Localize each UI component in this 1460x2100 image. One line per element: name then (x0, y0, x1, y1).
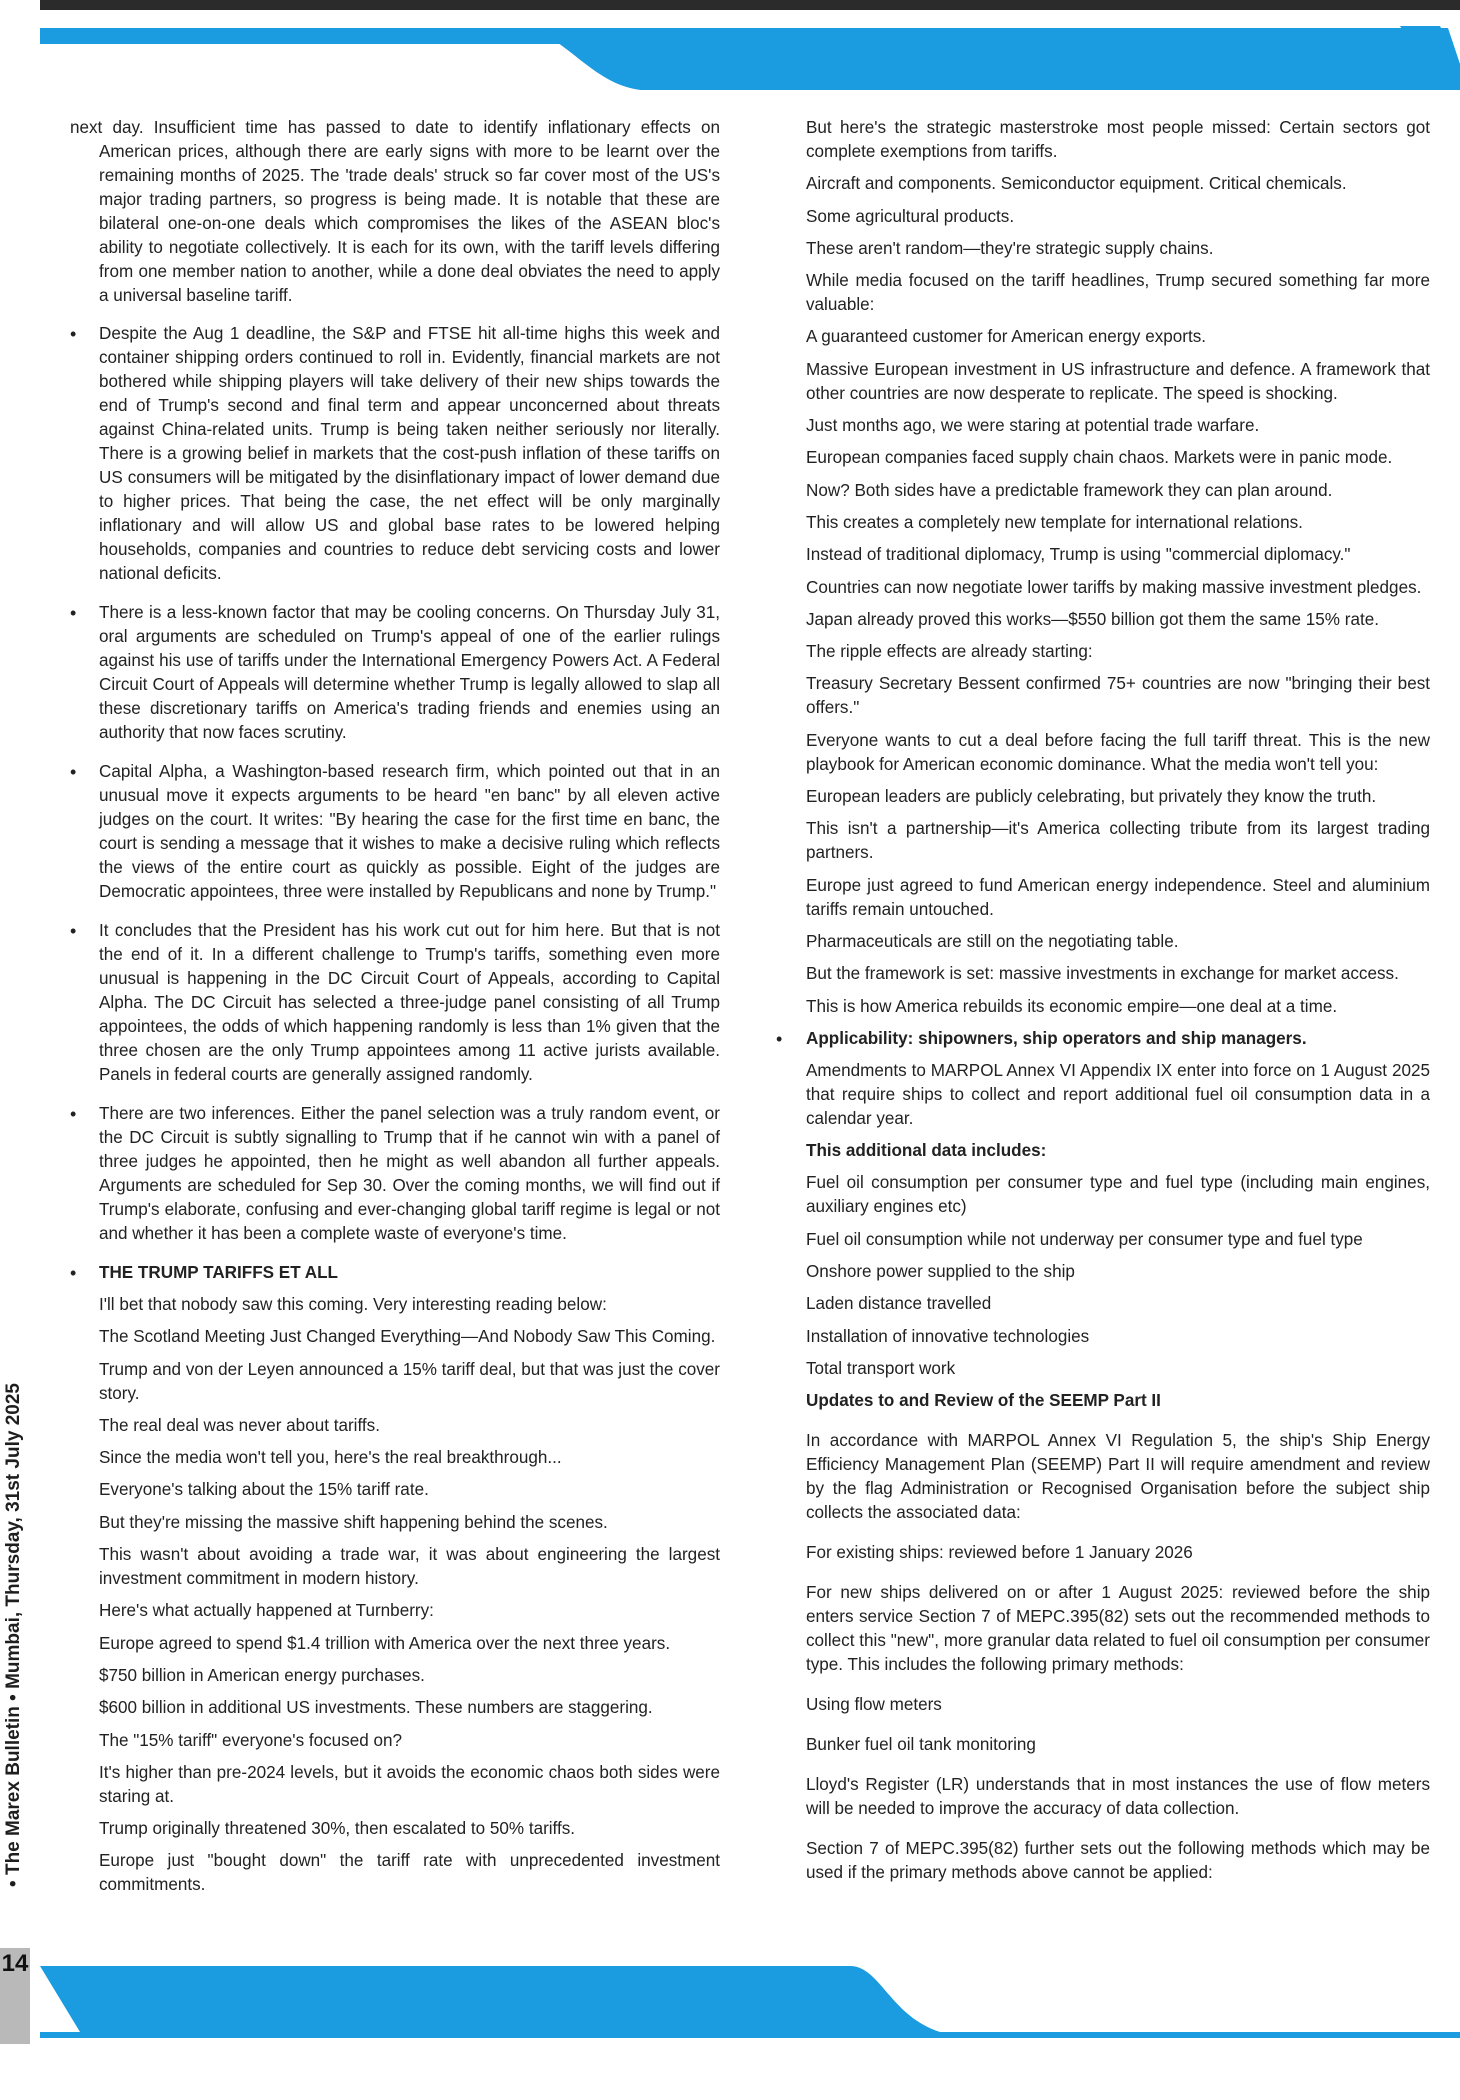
paragraph: I'll bet that nobody saw this coming. Very interesting reading below: (99, 1295, 607, 1314)
publication-line: • The Marex Bulletin • Mumbai, Thursday, 31st July 2025 (3, 1383, 24, 1887)
data-item: Fuel oil consumption while not underway per consumer type and fuel type (806, 1229, 1363, 1249)
paragraph: The "15% tariff" everyone's focused on? (99, 1730, 403, 1750)
paragraph: $600 billion in additional US investments. These numbers are staggering. (99, 1698, 653, 1718)
paragraph: Trump and von der Leyen announced a 15% tariff deal, but that was just the cover story. (99, 1359, 720, 1403)
paragraph: Japan already proved this works—$550 billion got them the same 15% rate. (806, 609, 1379, 629)
paragraph: These aren't random—they're strategic supply chains. (806, 238, 1214, 258)
bullet-item: • Despite the Aug 1 deadline, the S&P and FTSE hit all-time highs this week and container shipping orders continued to roll in. Evidently, financial markets are not bothered while shipping players will take delivery of their new ships towards the end of Trump's second and final term and appear unconcerned about threats against China-related units. Trump is being taken neither seriously nor literally. There is a growing belief in markets that the cost-push inflation of these tariffs on US consumers will be mitigated by the disinflationary impact of lower demand due to higher prices. That being the case, the net effect will be only marginally inflationary and will allow US and global base rates to be lowered helping households, companies and countries to reduce debt servicing costs and lower national deficits. (70, 322, 720, 586)
bullet-list (70, 322, 720, 1246)
seemp-heading: Updates to and Review of the SEEMP Part II (806, 1391, 1161, 1411)
intro-paragraph: next day. Insufficient time has passed to date to identify inflationary effects on American prices, although there are early signs with more to be learnt over the remaining months of 2025. The 'trade deals' struck so far cover most of the US's major trading partners, so progress is being made. It is notable that these are bilateral one-on-one deals which compromises the likes of the ASEAN bloc's ability to negotiate collectively. It is each for its own, with the tariff levels differing from one member nation to another, while a done deal obviates the need to apply a universal baseline tariff. (70, 118, 720, 305)
applicability-heading: • Applicability: shipowners, ship operators and ship managers. (786, 1027, 1430, 1051)
paragraph: Pharmaceuticals are still on the negotiating table. (806, 931, 1179, 951)
paragraph: For new ships delivered on or after 1 August 2025: reviewed before the ship enters service Section 7 of MEPC.395(82) sets out the recommended methods to collect this "new", more granular data related to fuel oil consumption per consumer type. This includes the following primary methods: (806, 1583, 1430, 1675)
page-number: 14 (0, 1948, 30, 2044)
header-dark-bar (40, 0, 1460, 10)
bullet-item: • There is a less-known factor that may be cooling concerns. On Thursday July 31, oral arguments are scheduled on Trump's appeal of one of the earlier rulings against his use of tariffs under the International Emergency Powers Act. A Federal Circuit Court of Appeals will determine whether Trump is legally allowed to slap all these discretionary tariffs on America's trading friends and enemies using an authority that now faces scrutiny. (70, 601, 720, 745)
paragraph: In accordance with MARPOL Annex VI Regulation 5, the ship's Ship Energy Efficiency Management Plan (SEEMP) Part II will require amendment and review by the flag Administration or Recognised Organisation before the subject ship collects the associated data: (806, 1431, 1430, 1523)
publication-sidebar (0, 1383, 28, 1887)
data-item: Fuel oil consumption per consumer type and fuel type (including main engines, auxiliary engines etc) (806, 1173, 1430, 1217)
data-item: Total transport work (806, 1358, 956, 1378)
bullet-item: • It concludes that the President has his work cut out for him here. But that is not the end of it. In a different challenge to Trump's tariffs, something even more unusual is happening in the DC Circuit Court of Appeals, according to Capital Alpha. The DC Circuit has selected a three-judge panel consisting of all Trump appointees, the odds of which happening randomly is less than 1% given that the three chosen are the only Trump appointees among 11 active jurists available. Panels in federal courts are generally assigned randomly. (70, 919, 720, 1087)
paragraph: But they're missing the massive shift happening behind the scenes. (99, 1512, 608, 1532)
data-item: Laden distance travelled (806, 1294, 992, 1314)
data-item: Onshore power supplied to the ship (806, 1262, 1075, 1282)
paragraph: Countries can now negotiate lower tariffs by making massive investment pledges. (806, 577, 1422, 597)
paragraph: This creates a completely new template for international relations. (806, 512, 1303, 532)
paragraph: But the framework is set: massive investments in exchange for market access. (806, 964, 1399, 984)
paragraph: The Scotland Meeting Just Changed Everything—And Nobody Saw This Coming. (99, 1327, 716, 1347)
paragraph: While media focused on the tariff headlines, Trump secured something far more valuable: (806, 271, 1430, 315)
left-column (70, 116, 720, 1906)
footer-blue-band (0, 1966, 1460, 2038)
paragraph: Everyone wants to cut a deal before facing the full tariff threat. This is the new playbook for American economic dominance. What the media won't tell you: (806, 730, 1430, 774)
paragraph: For existing ships: reviewed before 1 January 2026 (806, 1543, 1193, 1563)
paragraph: Europe just agreed to fund American energy independence. Steel and aluminium tariffs remain untouched. (806, 875, 1430, 919)
paragraph: Now? Both sides have a predictable framework they can plan around. (806, 480, 1333, 500)
paragraph: Here's what actually happened at Turnberry: (99, 1601, 434, 1621)
paragraph: The real deal was never about tariffs. (99, 1415, 380, 1435)
paragraph: $750 billion in American energy purchases. (99, 1665, 425, 1685)
paragraph: This isn't a partnership—it's America collecting tribute from its largest trading partners. (806, 819, 1430, 863)
bullet-item: • Capital Alpha, a Washington-based research firm, which pointed out that in an unusual move it expects arguments to be heard "en banc" by all eleven active judges on the court. It writes: "By hearing the case for the first time en banc, the court is sending a message that it wishes to make a decisive ruling which reflects the views of the entire court as quickly as possible. Eight of the judges are Democratic appointees, three were installed by Republicans and none by Trump." (70, 760, 720, 904)
paragraph: Section 7 of MEPC.395(82) further sets out the following methods which may be used if the primary methods above cannot be applied: (806, 1839, 1430, 1883)
header-blue-band (0, 24, 1460, 100)
right-column (786, 116, 1430, 1901)
paragraph: Since the media won't tell you, here's the real breakthrough... (99, 1448, 562, 1468)
section-heading: • THE TRUMP TARIFFS ET ALL (70, 1261, 720, 1285)
paragraph: Amendments to MARPOL Annex VI Appendix IX enter into force on 1 August 2025 that require ships to collect and report additional fuel oil consumption data in a calendar year. (806, 1060, 1430, 1128)
paragraph: Trump originally threatened 30%, then escalated to 50% tariffs. (99, 1819, 576, 1839)
bullet-item: • There are two inferences. Either the panel selection was a truly random event, or the DC Circuit is subtly signalling to Trump that if he cannot win with a panel of three judges he appointed, then he might as well abandon all further appeals. Arguments are scheduled for Sep 30. Over the coming months, we will find out if Trump's elaborate, confusing and ever-changing global tariff regime is legal or not and whether it has been a complete waste of everyone's time. (70, 1102, 720, 1246)
paragraph: The ripple effects are already starting: (806, 642, 1093, 662)
paragraph: Using flow meters (806, 1695, 942, 1715)
paragraph: This wasn't about avoiding a trade war, it was about engineering the largest investment commitment in modern history. (99, 1545, 720, 1589)
data-heading: This additional data includes: (806, 1141, 1047, 1161)
paragraph: This is how America rebuilds its economic empire—one deal at a time. (806, 996, 1338, 1016)
paragraph: Some agricultural products. (806, 206, 1015, 226)
paragraph: Everyone's talking about the 15% tariff rate. (99, 1480, 429, 1500)
paragraph: But here's the strategic masterstroke most people missed: Certain sectors got complete exemptions from tariffs. (806, 118, 1430, 161)
paragraph: It's higher than pre-2024 levels, but it avoids the economic chaos both sides were staring at. (99, 1762, 720, 1806)
paragraph: Treasury Secretary Bessent confirmed 75+ countries are now "bringing their best offers." (806, 674, 1430, 718)
paragraph: Massive European investment in US infrastructure and defence. A framework that other countries are now desperate to replicate. The speed is shocking. (806, 359, 1430, 403)
paragraph: Europe agreed to spend $1.4 trillion with America over the next three years. (99, 1633, 671, 1653)
paragraph: A guaranteed customer for American energy exports. (806, 327, 1207, 347)
paragraph: European leaders are publicly celebrating, but privately they know the truth. (806, 787, 1377, 807)
paragraph: Bunker fuel oil tank monitoring (806, 1735, 1036, 1755)
paragraph: European companies faced supply chain chaos. Markets were in panic mode. (806, 448, 1393, 468)
paragraph: Just months ago, we were staring at potential trade warfare. (806, 416, 1260, 436)
data-item: Installation of innovative technologies (806, 1326, 1090, 1346)
paragraph: Lloyd's Register (LR) understands that in most instances the use of flow meters will be needed to improve the accuracy of data collection. (806, 1775, 1430, 1819)
paragraph: Europe just "bought down" the tariff rate with unprecedented investment commitments. (99, 1851, 720, 1895)
paragraph: Aircraft and components. Semiconductor equipment. Critical chemicals. (806, 174, 1347, 194)
paragraph: Instead of traditional diplomacy, Trump is using "commercial diplomacy." (806, 545, 1351, 565)
